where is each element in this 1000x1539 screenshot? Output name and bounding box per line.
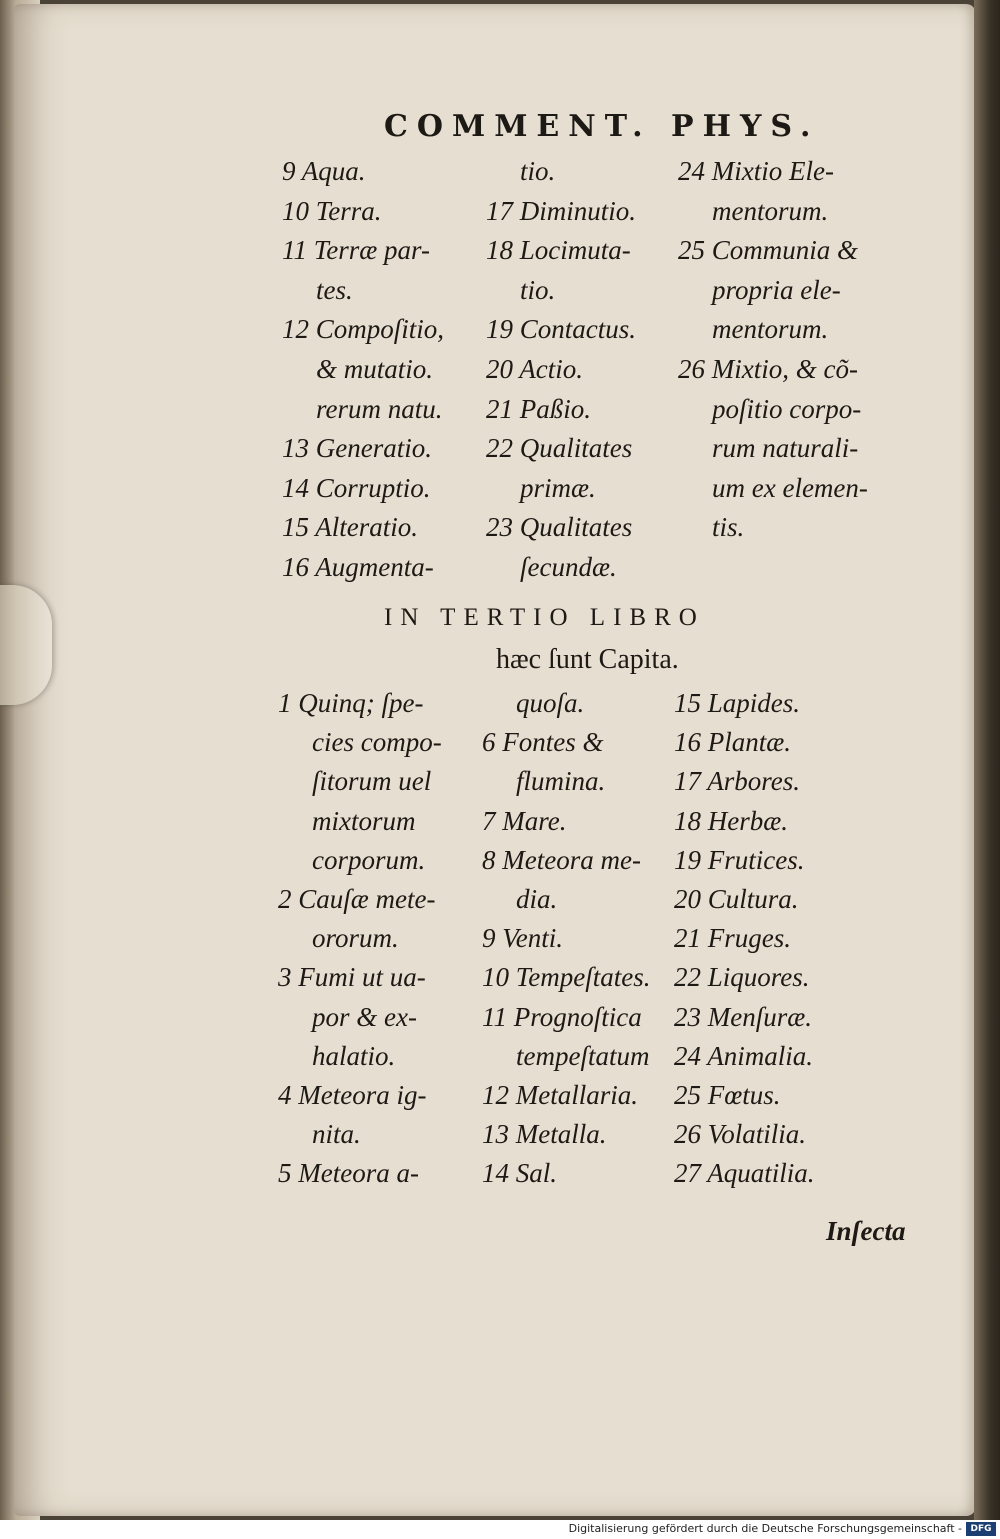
toc-line: 12 Compoſitio,: [282, 314, 445, 345]
section-title: IN TERTIO LIBRO: [384, 604, 705, 631]
toc-line: 15 Alteratio.: [282, 512, 419, 543]
toc-line: 25 Fœtus.: [674, 1080, 781, 1110]
toc-line: 27 Aquatilia.: [674, 1158, 815, 1189]
toc-line: 9 Venti.: [482, 923, 563, 954]
toc-line: 21 Paßio.: [486, 393, 591, 424]
toc-line: um ex elemen-: [712, 472, 868, 503]
footer-bar: [0, 1520, 1000, 1539]
toc-line: 25 Communia &: [678, 235, 859, 266]
toc-line: mentorum.: [712, 195, 829, 226]
toc-line: ſitorum uel: [312, 766, 432, 797]
toc-line: 17 Arbores.: [674, 766, 801, 797]
toc-line: 9 Aqua.: [282, 156, 366, 186]
toc-line: 14 Corruptio.: [282, 472, 431, 503]
toc-line: 4 Meteora ig-: [278, 1080, 427, 1110]
toc-line: primæ.: [520, 472, 596, 503]
toc-line: 2 Cauſæ mete-: [278, 884, 436, 914]
toc-line: halatio.: [312, 1040, 396, 1071]
toc-line: 3 Fumi ut ua-: [278, 962, 426, 993]
toc-line: cies compo-: [312, 727, 442, 758]
toc-line: 6 Fontes &: [482, 727, 604, 758]
toc-line: & mutatio.: [316, 354, 434, 384]
toc-line: flumina.: [516, 766, 606, 797]
toc-line: 15 Lapides.: [674, 688, 801, 718]
toc-line: 12 Metallaria.: [482, 1080, 638, 1110]
book-page: [14, 4, 976, 1516]
toc-line: 5 Meteora a-: [278, 1158, 419, 1189]
toc-line: 21 Fruges.: [674, 923, 791, 954]
dfg-logo: DFG: [966, 1522, 996, 1536]
toc-line: propria ele-: [712, 274, 841, 305]
toc-line: 18 Herbæ.: [674, 805, 788, 836]
page-edge-right: [974, 0, 1000, 1520]
toc-line: 19 Frutices.: [674, 844, 805, 875]
toc-line: tis.: [712, 512, 745, 543]
toc-line: dia.: [516, 884, 558, 914]
toc-line: ſecundæ.: [520, 552, 617, 582]
toc-line: por & ex-: [312, 1001, 417, 1032]
toc-line: tes.: [316, 274, 353, 305]
toc-line: 20 Cultura.: [674, 884, 799, 914]
toc-line: 10 Tempeſtates.: [482, 962, 651, 993]
toc-line: 23 Menſuræ.: [674, 1001, 812, 1032]
page-clip: [0, 585, 52, 705]
toc-line: 13 Generatio.: [282, 433, 432, 464]
toc-line: 22 Qualitates: [486, 433, 633, 464]
toc-line: 16 Plantæ.: [674, 727, 792, 758]
toc-line: nita.: [312, 1119, 361, 1150]
toc-line: mentorum.: [712, 314, 829, 345]
toc-line: 17 Diminutio.: [486, 195, 637, 226]
toc-line: 23 Qualitates: [486, 512, 633, 543]
toc-line: 13 Metalla.: [482, 1119, 607, 1150]
toc-line: corporum.: [312, 844, 426, 875]
toc-line: mixtorum: [312, 805, 416, 836]
toc-line: 26 Mixtio, & cõ-: [678, 354, 858, 384]
toc-line: rerum natu.: [316, 393, 443, 424]
running-header: COMMENT. PHYS.: [384, 109, 820, 144]
toc-line: 11 Terræ par-: [282, 235, 430, 266]
toc-line: tempeſtatum: [516, 1040, 650, 1071]
toc-line: 24 Animalia.: [674, 1040, 814, 1071]
toc-line: 22 Liquores.: [674, 962, 810, 993]
toc-line: 24 Mixtio Ele-: [678, 156, 834, 186]
toc-line: quoſa.: [516, 688, 585, 718]
toc-line: 1 Quinq; ſpe-: [278, 688, 424, 718]
toc-line: tio.: [520, 156, 556, 186]
toc-line: 8 Meteora me-: [482, 844, 641, 875]
toc-line: rum naturali-: [712, 433, 859, 464]
toc-line: tio.: [520, 274, 556, 305]
toc-line: 11 Prognoſtica: [482, 1001, 642, 1032]
toc-line: 16 Augmenta-: [282, 552, 434, 582]
toc-line: 10 Terra.: [282, 195, 382, 226]
toc-line: 7 Mare.: [482, 805, 567, 836]
toc-line: ororum.: [312, 923, 399, 954]
toc-line: 20 Actio.: [486, 354, 583, 384]
toc-line: 14 Sal.: [482, 1158, 558, 1189]
section-subtitle: hæc ſunt Capita.: [496, 644, 679, 675]
toc-line: 18 Locimuta-: [486, 235, 631, 266]
toc-line: 19 Contactus.: [486, 314, 637, 345]
toc-line: poſitio corpo-: [712, 393, 862, 424]
toc-line: 26 Volatilia.: [674, 1119, 807, 1150]
catchword: Inſecta: [826, 1216, 906, 1246]
digitization-credit: Digitalisierung gefördert durch die Deutsche Forschungsgemeinschaft -: [568, 1522, 962, 1535]
